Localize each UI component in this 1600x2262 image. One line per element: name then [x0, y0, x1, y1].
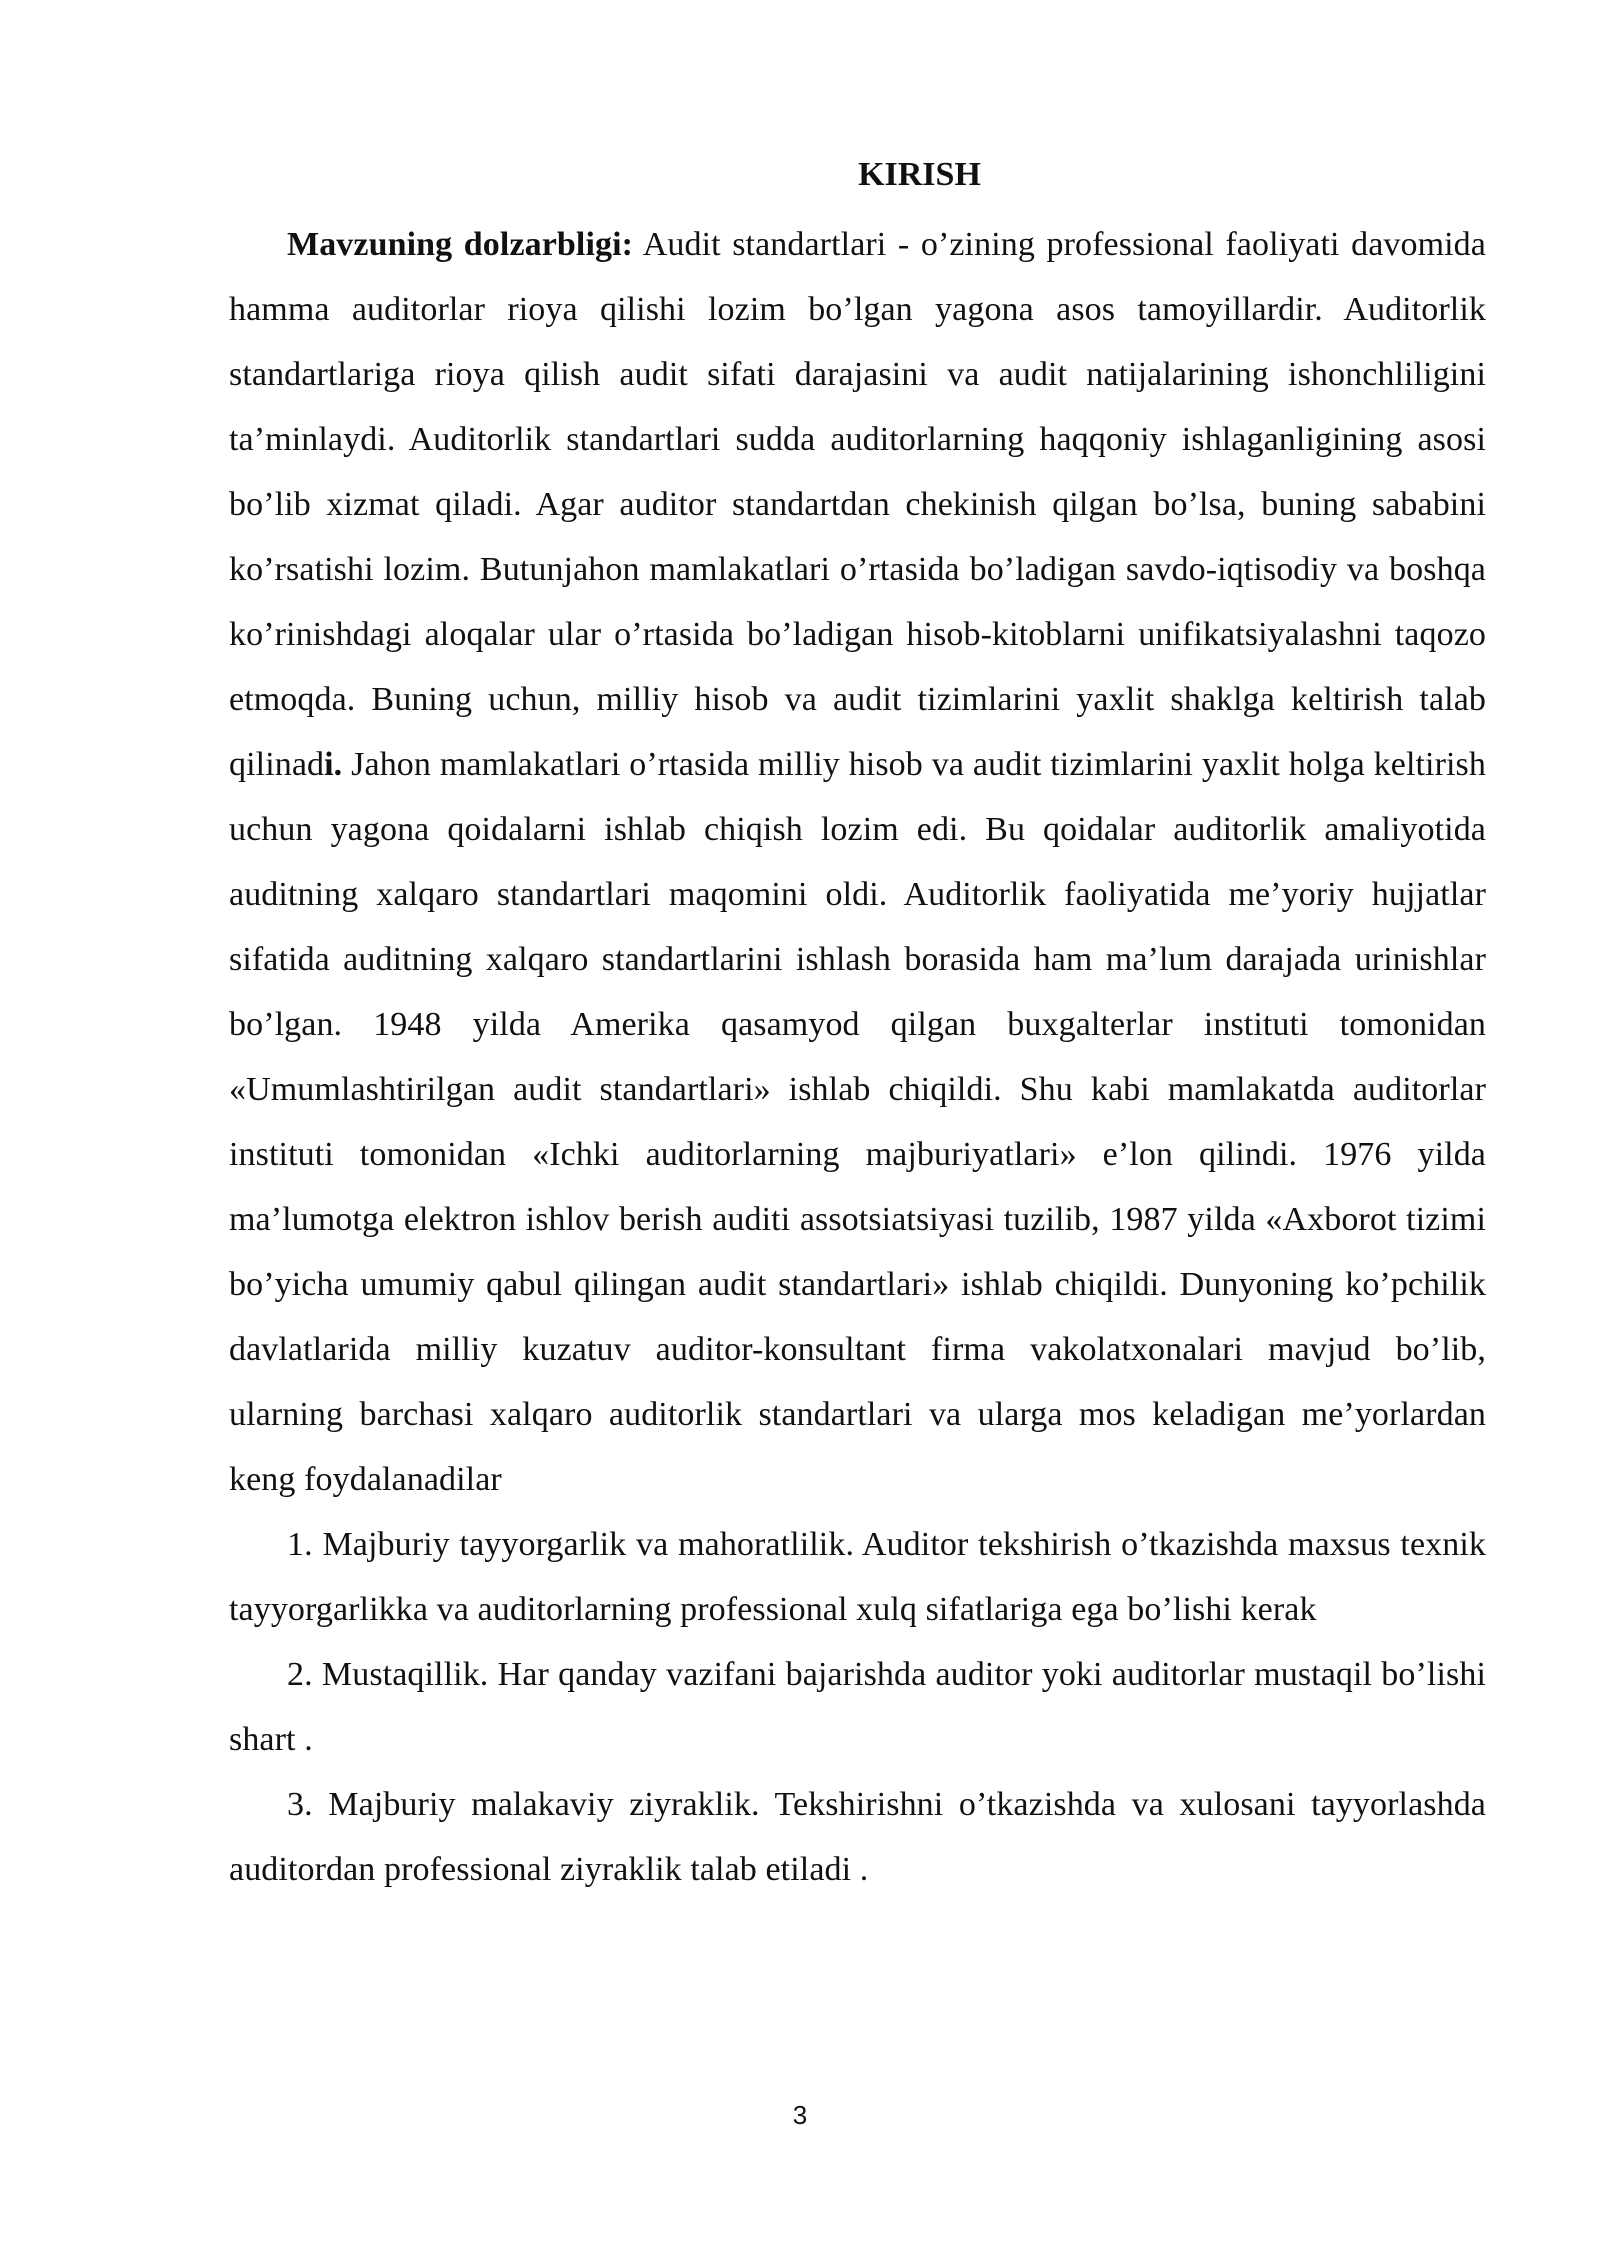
- list-item: 3. Majburiy malakaviy ziyraklik. Tekshirishni o’tkazishda va xulosani tayyorlashda auditordan professional ziyraklik talab etiladi .: [229, 1786, 1486, 1888]
- page-content: [229, 148, 1486, 1902]
- list-item: 2. Mustaqillik. Har qanday vazifani bajarishda auditor yoki auditorlar mustaqil bo’lishi shart .: [229, 1656, 1486, 1758]
- intro-text-part2: Jahon mamlakatlari o’rtasida milliy hisob va audit tizimlarini yaxlit holga keltirish uchun yagona qoidalarni ishlab chiqish lozim edi. Bu qoidalar auditorlik amaliyotida auditning xalqaro standartlari maqomini oldi. Auditorlik faoliyatida me’yoriy hujjatlar sifatida auditning xalqaro standartlarini ishlash borasida ham ma’lum darajada urinishlar bo’lgan. 1948 yilda Amerika qasamyod qilgan buxgalterlar instituti tomonidan «Umumlashtirilgan audit standartlari» ishlab chiqildi. Shu kabi mamlakatda auditorlar instituti tomonidan «Ichki auditorlarning majburiyatlari» e’lon qilindi. 1976 yilda ma’lumotga elektron ishlov berish auditi assotsiatsiyasi tuzilib, 1987 yilda «Axborot tizimi bo’yicha umumiy qabul qilingan audit standartlari» ishlab chiqildi. Dunyoning ko’pchilik davlatlarida milliy kuzatuv auditor-konsultant firma vakolatxonalari mavjud bo’lib, ularning barchasi xalqaro auditorlik standartlari va ularga mos keladigan me’yorlardan keng foydalanadilar: [229, 746, 1486, 1498]
- page-heading: KIRISH: [858, 156, 981, 193]
- intro-text-part1: Audit standartlari - o’zining professional faoliyati davomida hamma auditorlar rioya qilishi lozim bo’lgan yagona asos tamoyillardir. Auditorlik standartlariga rioya qilish audit sifati darajasini va audit natijalarining ishonchliligini ta’minlaydi. Auditorlik standartlari sudda auditorlarning haqqoniy ishlaganligining asosi bo’lib xizmat qiladi. Agar auditor standartdan chekinish qilgan bo’lsa, buning sababini ko’rsatishi lozim. Butunjahon mamlakatlari o’rtasida bo’ladigan savdo-iqtisodiy va boshqa ko’rinishdagi aloqalar ular o’rtasida bo’ladigan hisob-kitoblarni unifikatsiyalashni taqozo etmoqda. Buning uchun, milliy hisob va audit tizimlarini yaxlit shaklga keltirish talab qilinad: [229, 226, 1486, 783]
- intro-paragraph: [229, 212, 1486, 1512]
- intro-lead-bold: Mavzuning dolzarbligi:: [287, 226, 634, 263]
- intro-bold-letter: i.: [324, 746, 343, 783]
- list-item: 1. Majburiy tayyorgarlik va mahoratlilik. Auditor tekshirish o’tkazishda maxsus texnik tayyorgarlikka va auditorlarning professional xulq sifatlariga ega bo’lishi kerak: [229, 1526, 1486, 1628]
- page-number: 3: [792, 2100, 808, 2130]
